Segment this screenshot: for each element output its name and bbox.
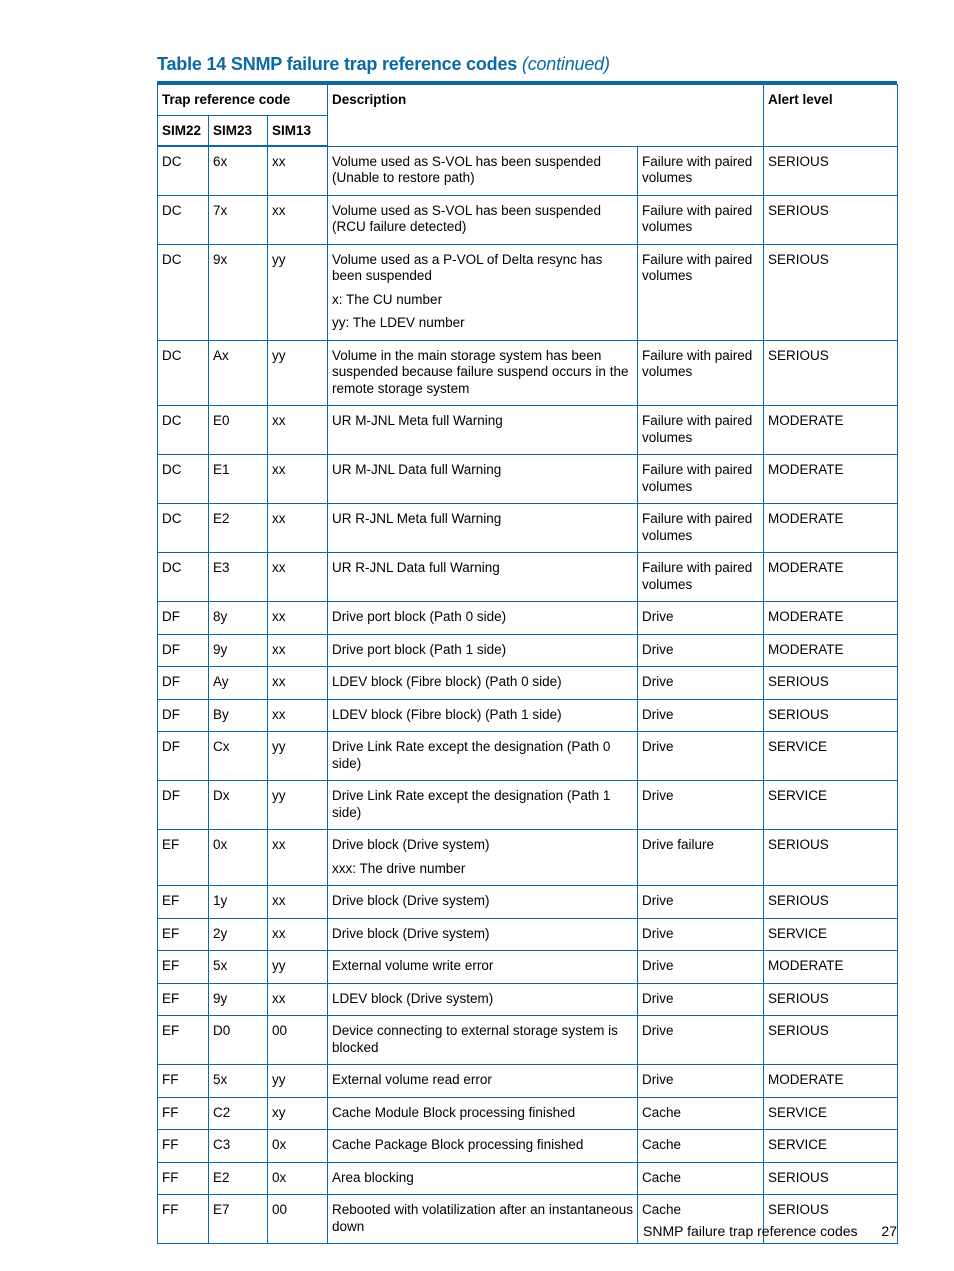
table-row	[158, 1097, 898, 1130]
cell-alert-level: MODERATE	[764, 455, 898, 504]
cell-category: Failure with paired volumes	[638, 195, 764, 244]
cell-sim23: 5x	[209, 951, 268, 984]
cell-description	[328, 918, 638, 951]
table-row	[158, 1016, 898, 1065]
cell-sim22: DC	[158, 195, 209, 244]
cell-sim13: yy	[268, 951, 328, 984]
cell-alert-level: MODERATE	[764, 634, 898, 667]
cell-description	[328, 1130, 638, 1163]
cell-sim23: E0	[209, 406, 268, 455]
trap-reference-table	[157, 84, 898, 1244]
cell-alert-level: SERVICE	[764, 732, 898, 781]
description-line: UR R-JNL Meta full Warning	[332, 511, 502, 526]
cell-description	[328, 1065, 638, 1098]
table-row	[158, 951, 898, 984]
table-row	[158, 195, 898, 244]
cell-category: Drive failure	[638, 830, 764, 886]
table-row	[158, 455, 898, 504]
cell-alert-level: SERIOUS	[764, 195, 898, 244]
cell-sim22: DC	[158, 244, 209, 340]
cell-alert-level: SERVICE	[764, 1130, 898, 1163]
table-row	[158, 553, 898, 602]
cell-sim23: D0	[209, 1016, 268, 1065]
description-line: Volume used as S-VOL has been suspended (RCU failure detected)	[332, 202, 601, 234]
cell-description	[328, 553, 638, 602]
table-caption	[157, 54, 897, 75]
cell-sim13: 0x	[268, 1130, 328, 1163]
cell-alert-level: SERIOUS	[764, 146, 898, 195]
cell-sim13: yy	[268, 781, 328, 830]
cell-sim23: 0x	[209, 830, 268, 886]
cell-sim22: EF	[158, 951, 209, 984]
cell-alert-level: SERIOUS	[764, 1162, 898, 1195]
header-trap-reference-code: Trap reference code	[158, 85, 328, 116]
cell-description	[328, 951, 638, 984]
table-row	[158, 781, 898, 830]
table-row	[158, 886, 898, 919]
cell-category: Drive	[638, 602, 764, 635]
description-line: yy: The LDEV number	[332, 315, 465, 330]
page-footer	[540, 1223, 897, 1239]
cell-description	[328, 634, 638, 667]
cell-category: Drive	[638, 699, 764, 732]
cell-sim22: FF	[158, 1195, 209, 1244]
description-line: Volume used as a P-VOL of Delta resync has been suspended	[332, 251, 603, 283]
cell-sim13: xx	[268, 667, 328, 700]
cell-sim22: DC	[158, 553, 209, 602]
cell-sim22: DC	[158, 455, 209, 504]
cell-sim13: xx	[268, 983, 328, 1016]
table-row	[158, 1065, 898, 1098]
cell-alert-level: SERIOUS	[764, 830, 898, 886]
description-line: LDEV block (Drive system)	[332, 990, 494, 1006]
cell-alert-level: SERIOUS	[764, 886, 898, 919]
description-line: Volume in the main storage system has been suspended because failure suspend occurs in the remote storage system	[332, 347, 629, 396]
description-line: LDEV block (Fibre block) (Path 0 side)	[332, 674, 562, 689]
cell-alert-level: SERIOUS	[764, 699, 898, 732]
description-line: Drive block (Drive system)	[332, 893, 490, 908]
cell-category: Drive	[638, 634, 764, 667]
cell-alert-level: SERIOUS	[764, 1016, 898, 1065]
description-line: Drive block (Drive system)	[332, 837, 490, 852]
cell-sim23: By	[209, 699, 268, 732]
cell-alert-level: SERVICE	[764, 918, 898, 951]
cell-alert-level: MODERATE	[764, 1065, 898, 1098]
cell-sim22: EF	[158, 830, 209, 886]
cell-sim22: EF	[158, 918, 209, 951]
cell-description	[328, 830, 638, 886]
cell-sim13: 00	[268, 1016, 328, 1065]
cell-alert-level: SERIOUS	[764, 244, 898, 340]
cell-sim23: E1	[209, 455, 268, 504]
description-line: Drive port block (Path 0 side)	[332, 609, 507, 624]
cell-category: Cache	[638, 1162, 764, 1195]
cell-description	[328, 983, 638, 1016]
cell-sim13: xx	[268, 504, 328, 553]
table-row	[158, 244, 898, 340]
description-line: x: The CU number	[332, 291, 443, 307]
cell-sim23: E2	[209, 504, 268, 553]
header-description: Description	[328, 85, 764, 147]
table-row	[158, 918, 898, 951]
cell-sim22: FF	[158, 1097, 209, 1130]
description-line: UR M-JNL Data full Warning	[332, 462, 502, 477]
cell-sim22: DC	[158, 406, 209, 455]
table-row	[158, 830, 898, 886]
cell-category: Failure with paired volumes	[638, 553, 764, 602]
cell-category: Failure with paired volumes	[638, 244, 764, 340]
cell-sim22: DC	[158, 504, 209, 553]
cell-sim22: DC	[158, 340, 209, 406]
cell-sim23: 9x	[209, 244, 268, 340]
cell-category: Drive	[638, 951, 764, 984]
description-line: Cache Package Block processing finished	[332, 1137, 584, 1152]
description-line: External volume read error	[332, 1072, 492, 1087]
cell-category: Drive	[638, 918, 764, 951]
cell-description	[328, 406, 638, 455]
cell-description	[328, 699, 638, 732]
cell-category: Drive	[638, 732, 764, 781]
cell-sim22: FF	[158, 1130, 209, 1163]
description-line: xxx: The drive number	[332, 860, 466, 876]
cell-sim23: E2	[209, 1162, 268, 1195]
description-line: Cache Module Block processing finished	[332, 1104, 576, 1120]
cell-sim13: xx	[268, 553, 328, 602]
cell-sim23: 5x	[209, 1065, 268, 1098]
table-body	[158, 146, 898, 1244]
cell-alert-level: SERIOUS	[764, 1195, 898, 1244]
cell-sim22: DF	[158, 667, 209, 700]
description-line: Volume used as S-VOL has been suspended (Unable to restore path)	[332, 153, 601, 185]
cell-sim13: xx	[268, 195, 328, 244]
footer-section-title: SNMP failure trap reference codes	[643, 1223, 858, 1239]
cell-sim13: xx	[268, 830, 328, 886]
cell-alert-level: MODERATE	[764, 553, 898, 602]
cell-sim13: xx	[268, 634, 328, 667]
description-line: Area blocking	[332, 1169, 414, 1185]
table-caption-label: Table 14 SNMP failure trap reference codes	[157, 54, 518, 74]
cell-sim23: 6x	[209, 146, 268, 195]
header-alert-level: Alert level	[764, 85, 898, 147]
cell-sim13: yy	[268, 244, 328, 340]
cell-sim13: 0x	[268, 1162, 328, 1195]
cell-sim13: yy	[268, 340, 328, 406]
table-row	[158, 732, 898, 781]
cell-sim13: xy	[268, 1097, 328, 1130]
cell-sim22: DF	[158, 634, 209, 667]
cell-sim22: DF	[158, 781, 209, 830]
description-line: UR R-JNL Data full Warning	[332, 560, 500, 575]
cell-sim13: xx	[268, 602, 328, 635]
cell-sim23: C2	[209, 1097, 268, 1130]
cell-sim23: C3	[209, 1130, 268, 1163]
cell-alert-level: SERVICE	[764, 1097, 898, 1130]
description-line: Drive port block (Path 1 side)	[332, 641, 507, 657]
cell-sim23: Dx	[209, 781, 268, 830]
description-line: LDEV block (Fibre block) (Path 1 side)	[332, 706, 562, 722]
table-row	[158, 602, 898, 635]
cell-category: Failure with paired volumes	[638, 455, 764, 504]
cell-alert-level: MODERATE	[764, 406, 898, 455]
cell-description	[328, 1162, 638, 1195]
description-line: Drive Link Rate except the designation (Path 1 side)	[332, 788, 611, 820]
cell-description	[328, 732, 638, 781]
cell-sim13: 00	[268, 1195, 328, 1244]
cell-sim22: FF	[158, 1065, 209, 1098]
cell-sim22: EF	[158, 983, 209, 1016]
cell-sim13: xx	[268, 886, 328, 919]
cell-alert-level: SERIOUS	[764, 340, 898, 406]
cell-alert-level: SERVICE	[764, 781, 898, 830]
table-row	[158, 1130, 898, 1163]
cell-description	[328, 146, 638, 195]
cell-sim22: EF	[158, 1016, 209, 1065]
cell-category: Drive	[638, 1016, 764, 1065]
header-sim22: SIM22	[158, 115, 209, 146]
cell-category: Failure with paired volumes	[638, 406, 764, 455]
cell-sim22: EF	[158, 886, 209, 919]
table-row	[158, 504, 898, 553]
cell-description	[328, 340, 638, 406]
table-row	[158, 667, 898, 700]
cell-category: Drive	[638, 781, 764, 830]
cell-sim22: DF	[158, 732, 209, 781]
cell-alert-level: MODERATE	[764, 504, 898, 553]
cell-sim13: xx	[268, 699, 328, 732]
cell-sim13: xx	[268, 146, 328, 195]
cell-sim22: DC	[158, 146, 209, 195]
description-line: Rebooted with volatilization after an instantaneous down	[332, 1202, 633, 1234]
header-sim23: SIM23	[209, 115, 268, 146]
cell-category: Cache	[638, 1195, 764, 1244]
cell-alert-level: SERIOUS	[764, 983, 898, 1016]
cell-sim23: E7	[209, 1195, 268, 1244]
table-row	[158, 699, 898, 732]
cell-sim22: DF	[158, 699, 209, 732]
description-line: Device connecting to external storage system is blocked	[332, 1023, 618, 1055]
table-row	[158, 340, 898, 406]
cell-sim23: E3	[209, 553, 268, 602]
cell-sim22: DF	[158, 602, 209, 635]
cell-description	[328, 781, 638, 830]
cell-sim13: xx	[268, 455, 328, 504]
cell-description	[328, 195, 638, 244]
table-row	[158, 634, 898, 667]
cell-description	[328, 886, 638, 919]
cell-category: Drive	[638, 886, 764, 919]
description-line: Drive block (Drive system)	[332, 925, 490, 941]
cell-sim23: 1y	[209, 886, 268, 919]
cell-description	[328, 455, 638, 504]
cell-category: Failure with paired volumes	[638, 146, 764, 195]
cell-sim23: 7x	[209, 195, 268, 244]
description-line: External volume write error	[332, 958, 494, 973]
cell-alert-level: SERIOUS	[764, 667, 898, 700]
cell-category: Failure with paired volumes	[638, 504, 764, 553]
table-row	[158, 1162, 898, 1195]
cell-sim23: Ay	[209, 667, 268, 700]
cell-category: Drive	[638, 1065, 764, 1098]
cell-description	[328, 504, 638, 553]
cell-description	[328, 1016, 638, 1065]
cell-sim23: 8y	[209, 602, 268, 635]
cell-description	[328, 602, 638, 635]
cell-description	[328, 244, 638, 340]
cell-category: Drive	[638, 983, 764, 1016]
cell-sim13: yy	[268, 732, 328, 781]
table-caption-continued: (continued)	[521, 54, 610, 74]
description-line: UR M-JNL Meta full Warning	[332, 413, 503, 428]
cell-alert-level: MODERATE	[764, 951, 898, 984]
cell-sim13: xx	[268, 918, 328, 951]
description-line: Drive Link Rate except the designation (Path 0 side)	[332, 739, 611, 771]
table-row	[158, 146, 898, 195]
cell-category: Cache	[638, 1130, 764, 1163]
cell-sim22: FF	[158, 1162, 209, 1195]
cell-sim13: yy	[268, 1065, 328, 1098]
cell-category: Cache	[638, 1097, 764, 1130]
table-row	[158, 406, 898, 455]
cell-sim23: 9y	[209, 634, 268, 667]
header-sim13: SIM13	[268, 115, 328, 146]
cell-description	[328, 667, 638, 700]
footer-page-number: 27	[881, 1223, 897, 1239]
cell-sim23: 2y	[209, 918, 268, 951]
cell-sim23: Cx	[209, 732, 268, 781]
table-row	[158, 983, 898, 1016]
cell-sim13: xx	[268, 406, 328, 455]
cell-sim23: 9y	[209, 983, 268, 1016]
cell-category: Failure with paired volumes	[638, 340, 764, 406]
cell-alert-level: MODERATE	[764, 602, 898, 635]
cell-description	[328, 1097, 638, 1130]
cell-sim23: Ax	[209, 340, 268, 406]
cell-category: Drive	[638, 667, 764, 700]
